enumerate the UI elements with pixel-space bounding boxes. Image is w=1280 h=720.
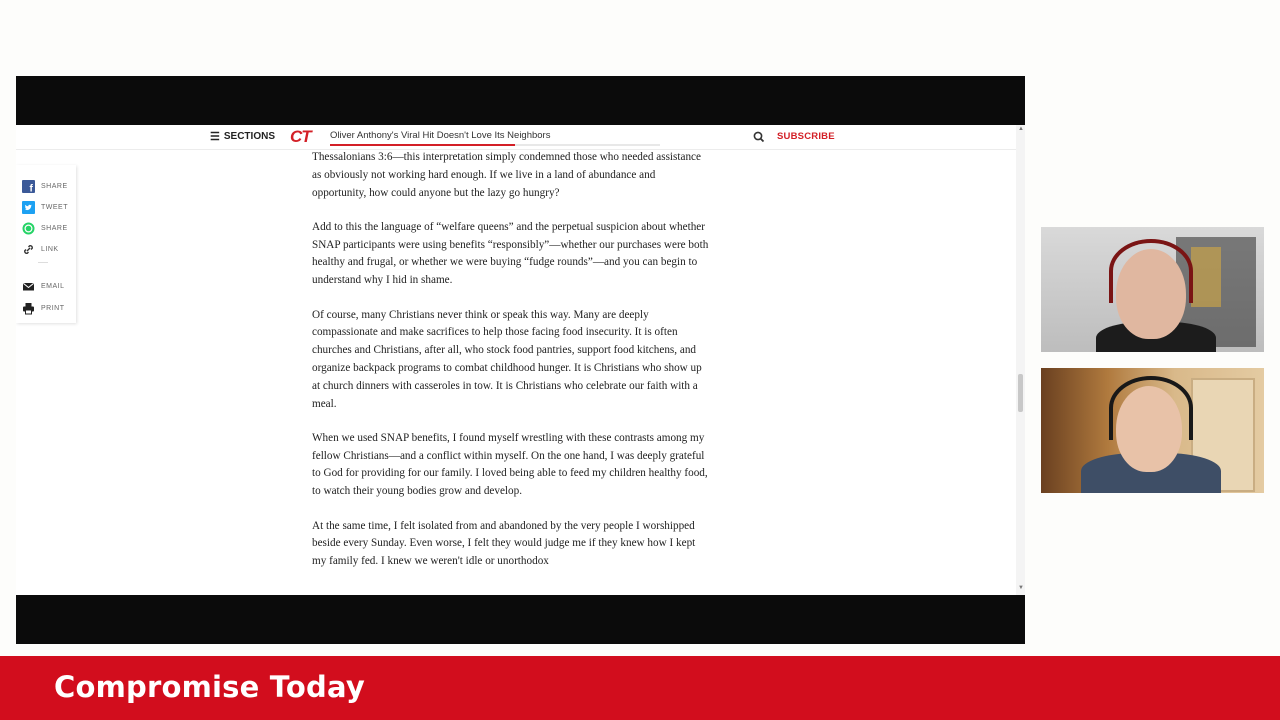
- article-paragraph: At the same time, I felt isolated from and abandoned by the very people I worshipped beside every Sunday. Even worse, I felt they would judge me if they knew how I kept my family fed. I knew we weren't idle or unorthodox: [312, 519, 696, 568]
- share-facebook-button[interactable]: [22, 178, 68, 194]
- show-title: Compromise Today: [54, 670, 365, 704]
- site-logo[interactable]: CT: [290, 127, 311, 146]
- subscribe-link[interactable]: SUBSCRIBE: [777, 131, 835, 142]
- tweet-button[interactable]: [22, 199, 68, 215]
- webcam-feed-guest: [1041, 368, 1264, 493]
- print-label: PRINT: [41, 304, 65, 312]
- search-icon[interactable]: [752, 130, 766, 144]
- share-rail: [16, 165, 76, 323]
- headset: [1109, 239, 1193, 303]
- background-emblem-gold: [1191, 247, 1221, 307]
- article-paragraph: Add to this the language of “welfare queens” and the perpetual suspicion about whether SNAP participants were using benefits “responsibly”—whether our purchases were both healthy and frugal, or whether we were buying “fudge rounds”—and you can begin to understand why I hid in shame.: [312, 220, 709, 287]
- print-button[interactable]: [22, 300, 65, 316]
- browser-viewport: [16, 125, 1025, 595]
- sections-menu-button[interactable]: [210, 130, 275, 143]
- email-icon: [22, 280, 35, 293]
- scroll-down-arrow-icon[interactable]: ▼: [1018, 585, 1024, 591]
- lower-third-banner: [0, 656, 1280, 720]
- tweet-label: TWEET: [41, 203, 68, 211]
- video-letterbox-top: [16, 76, 1025, 125]
- twitter-icon: [22, 201, 35, 214]
- vertical-scrollbar[interactable]: [1016, 125, 1025, 595]
- article-body: [312, 149, 712, 587]
- hamburger-icon: ☰: [210, 131, 220, 143]
- share-whatsapp-button[interactable]: [22, 220, 68, 236]
- share-label: SHARE: [41, 224, 68, 232]
- link-icon: [22, 243, 35, 256]
- whatsapp-icon: [22, 222, 35, 235]
- article-paragraph: When we used SNAP benefits, I found myself wrestling with these contrasts among my fellow Christians—and a conflict within myself. On the one hand, I was deeply grateful to God for providing for our family. I loved being able to feed my children healthy food, to watch their young bodies grow and develop.: [312, 431, 708, 498]
- article-paragraph: Thessalonians 3:6—this interpretation simply condemned those who needed assistance as obviously not working hard enough. If we live in a land of abundance and opportunity, how could anyone but the lazy go hungry?: [312, 151, 701, 199]
- copy-link-button[interactable]: [22, 241, 59, 257]
- article-title: Oliver Anthony's Viral Hit Doesn't Love Its Neighbors: [330, 130, 551, 141]
- facebook-icon: [22, 180, 35, 193]
- scrollbar-thumb[interactable]: [1018, 374, 1023, 412]
- svg-text:f: f: [29, 183, 33, 193]
- share-label: SHARE: [41, 182, 68, 190]
- video-letterbox-bottom: [16, 595, 1025, 644]
- scroll-up-arrow-icon[interactable]: ▲: [1018, 126, 1024, 132]
- article-paragraph: Of course, many Christians never think or speak this way. Many are deeply compassionate and make sacrifices to help those facing food insecurity. It is often churches and Christians, after all, who stock food pantries, support food kitchens, and organize backpack programs to combat childhood hunger. It is Christians who show up at church dinners with casseroles in tow. It is Christians who celebrate our faith with a meal.: [312, 308, 702, 410]
- webcam-feed-host: [1041, 227, 1264, 352]
- reading-progress-fill: [330, 144, 515, 146]
- email-button[interactable]: [22, 278, 65, 294]
- reading-progress-bar: [330, 144, 660, 146]
- sections-label: SECTIONS: [223, 131, 275, 142]
- headset: [1109, 376, 1193, 440]
- link-label: LINK: [41, 245, 59, 253]
- email-label: EMAIL: [41, 282, 65, 290]
- print-icon: [22, 302, 35, 315]
- share-divider: [38, 262, 48, 263]
- site-header: [16, 125, 1016, 150]
